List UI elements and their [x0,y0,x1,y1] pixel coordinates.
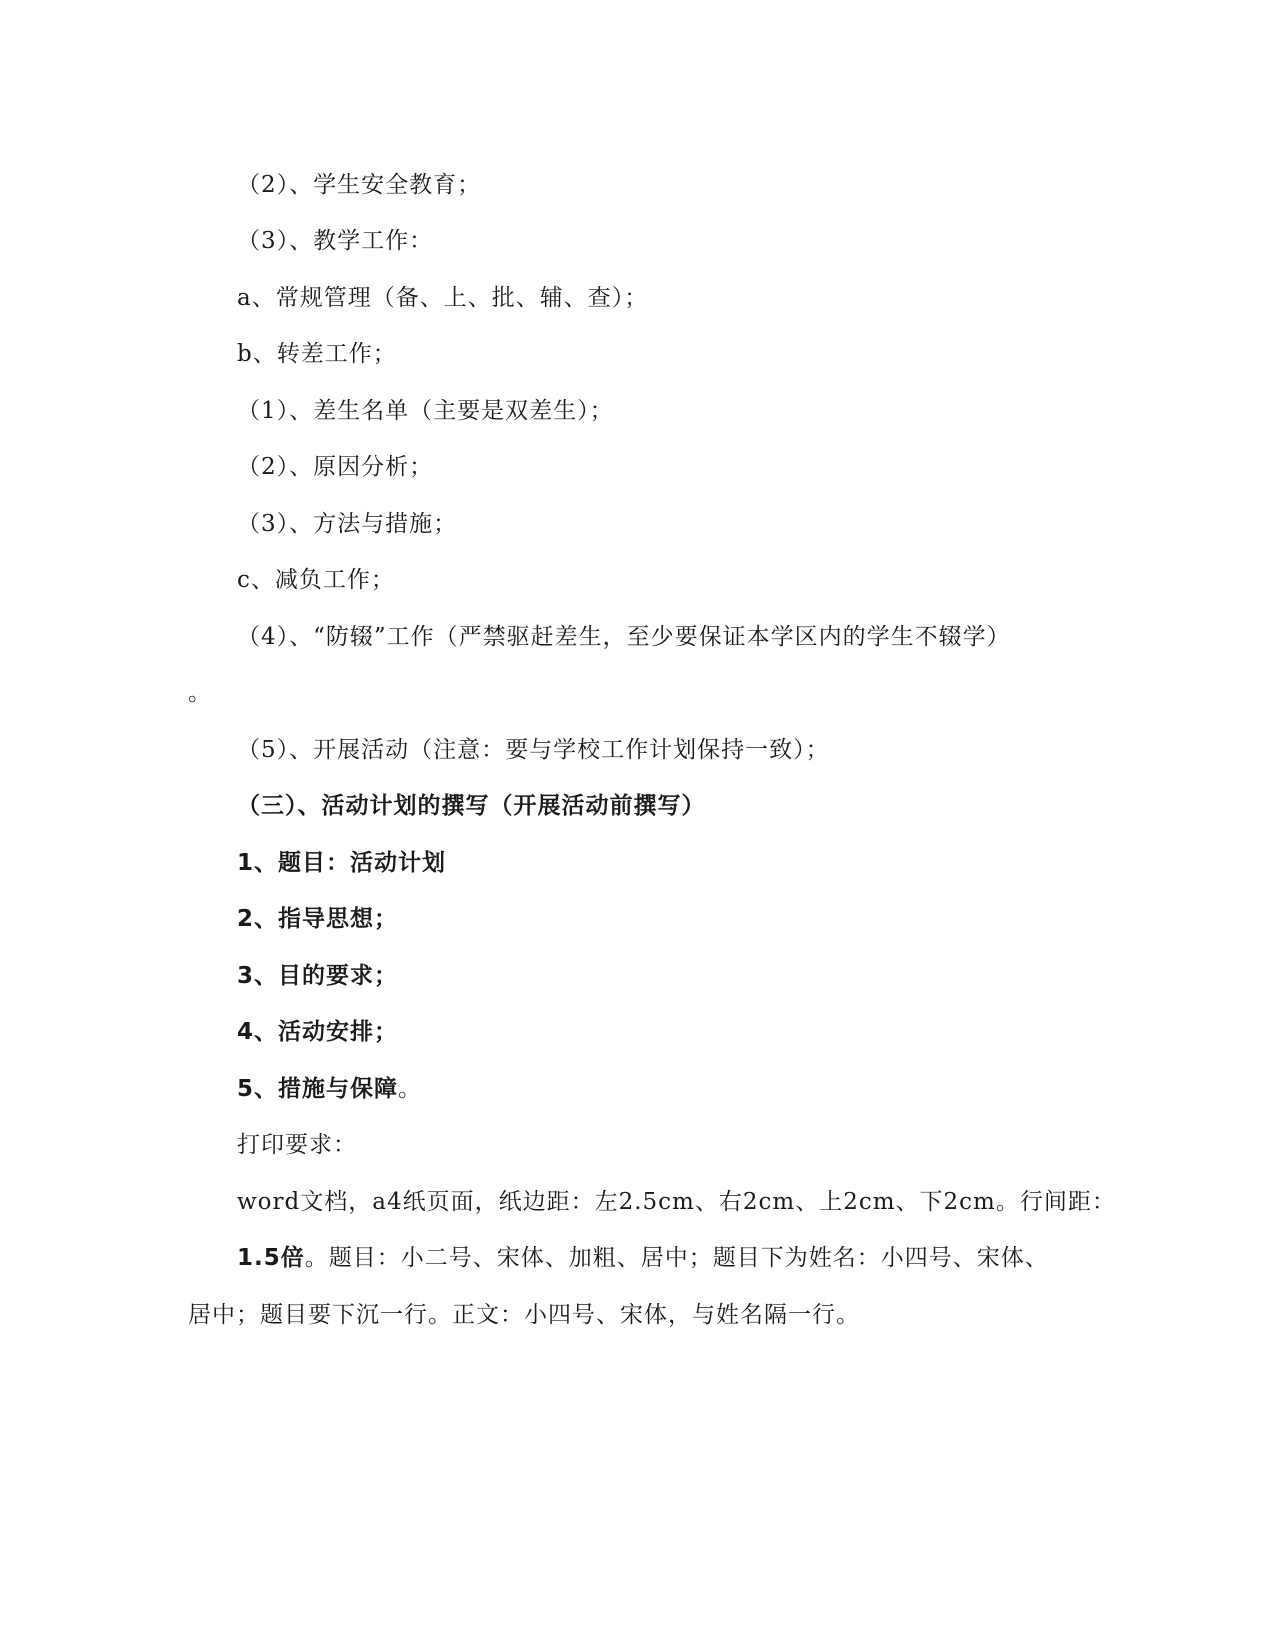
section-item: 3、目的要求； [237,963,399,989]
section-item-tail: 。 [398,1076,423,1102]
text-line: c、减负工作； [237,567,395,593]
text-line: （2）、原因分析； [237,454,434,480]
section-item: 2、指导思想； [237,906,399,932]
print-requirements-text [237,1243,1049,1273]
text-line: （3）、方法与措施； [237,511,458,537]
text-line: a、常规管理（备、上、批、辅、查）； [237,285,649,311]
section-item: 4、活动安排； [237,1019,399,1045]
text-line: （1）、差生名单（主要是双差生）； [237,398,614,424]
section-item: 1、题目：活动计划 [237,850,447,876]
print-requirements-rest: 。题目：小二号、宋体、加粗、居中；题目下为姓名：小四号、宋体、 [304,1245,1049,1271]
section-item-bold: 5、措施与保障 [237,1076,399,1102]
section-heading: （三）、活动计划的撰写（开展活动前撰写） [237,793,706,819]
print-requirements-text: word文档，a4纸页面，纸边距：左2.5cm、右2cm、上2cm、下2cm。行间距： [237,1189,1116,1215]
text-line: （3）、教学工作： [237,228,434,254]
text-line: （4）、“防辍”工作（严禁驱赶差生，至少要保证本学区内的学生不辍学） [237,624,1011,650]
print-requirements-label: 打印要求： [237,1132,357,1158]
text-line: （5）、开展活动（注意：要与学校工作计划保持一致）； [237,737,830,763]
section-item [237,1074,422,1104]
text-line: 。 [188,680,212,706]
print-requirements-text: 居中；题目要下沉一行。正文：小四号、宋体，与姓名隔一行。 [188,1302,860,1328]
text-line: （2）、学生安全教育； [237,172,482,198]
text-line: b、转差工作； [237,341,397,367]
line-spacing-value: 1.5倍 [237,1245,305,1271]
